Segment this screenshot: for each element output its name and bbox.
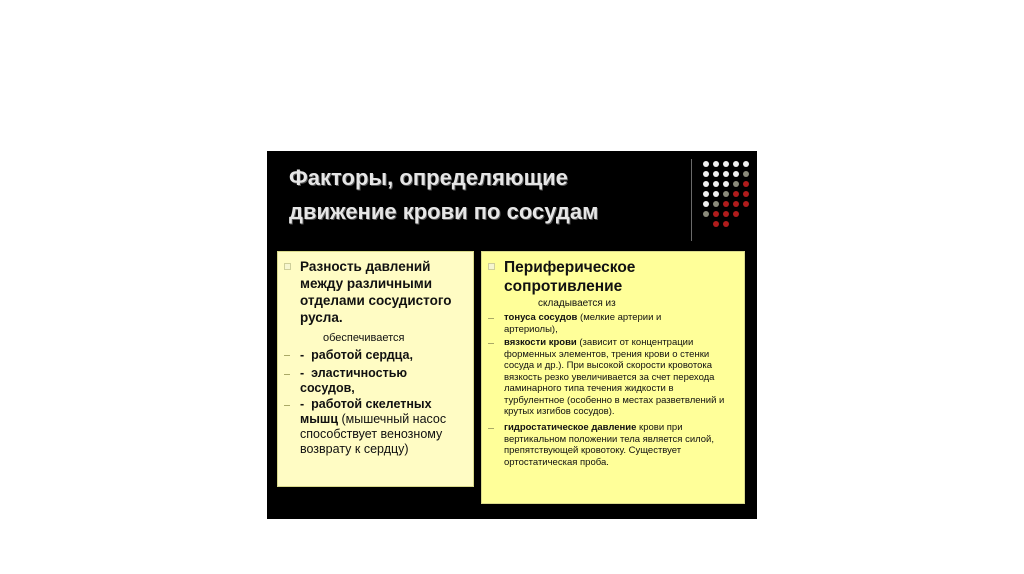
decorative-dot <box>733 191 739 197</box>
peripheral-resistance-heading: Периферическое сопротивление <box>504 259 636 295</box>
right-item-blood-viscosity <box>504 337 726 418</box>
decorative-dot <box>713 161 719 167</box>
item-rest-text: крови при вертикальном положении тела является силой, препятствующей кровотоку. Существует ортостатическая проба. <box>504 422 715 468</box>
slide <box>267 151 757 519</box>
decorative-dot <box>743 181 749 187</box>
item-bold-text: эластичностью сосудов, <box>300 366 408 395</box>
item-bold-text: тонуса сосудов <box>504 312 578 323</box>
decorative-dot <box>713 171 719 177</box>
decorative-dot <box>703 161 709 167</box>
left-item-skeletal-muscles <box>300 397 470 457</box>
left-item-elasticity <box>300 366 450 396</box>
decorative-dot <box>733 211 739 217</box>
decorative-dot <box>733 181 739 187</box>
decorative-dot <box>733 161 739 167</box>
bullet-icon <box>284 263 291 270</box>
item-bold-text: вязкости крови <box>504 337 577 348</box>
decorative-dot <box>713 201 719 207</box>
sub-bullet-icon <box>284 405 290 406</box>
decorative-dot <box>703 191 709 197</box>
slide-title-line-1: Факторы, определяющие <box>289 165 568 190</box>
decorative-dot <box>703 181 709 187</box>
sub-bullet-icon <box>284 374 290 375</box>
decorative-dot <box>733 171 739 177</box>
item-bold-text: гидростатическое давление <box>504 422 637 433</box>
decorative-dot <box>723 201 729 207</box>
pressure-difference-heading <box>300 258 472 326</box>
sub-bullet-icon <box>488 428 494 429</box>
decorative-dot <box>733 201 739 207</box>
decorative-dot <box>723 211 729 217</box>
decorative-dot <box>703 201 709 207</box>
decorative-dot <box>703 171 709 177</box>
item-rest-text: (мелкие артерии и артериолы), <box>504 312 662 335</box>
item-dash: - <box>300 397 305 411</box>
sub-bullet-icon <box>284 355 290 356</box>
item-bold-text: работой скелетных мышц <box>300 397 432 426</box>
item-dash: - <box>300 348 305 362</box>
decorative-dot-grid <box>703 161 759 241</box>
right-item-hydrostatic-pressure <box>504 422 722 468</box>
item-bold-text: работой сердца, <box>311 348 413 362</box>
decorative-dot <box>713 221 719 227</box>
decorative-dot <box>743 201 749 207</box>
decorative-dot <box>743 161 749 167</box>
consists-of-note: складывается из <box>538 298 616 309</box>
item-rest-text: (зависит от концентрации форменных элементов, трения крови о стенки сосуда и др.). При высокой скорости кровотока вязкость резко увеличивается за счет перехода ламинарного типа течения жидкости в турбулентное (особенно в местах разветвлений и крутых изгибов сосудов). <box>504 337 725 417</box>
slide-title <box>289 161 689 229</box>
decorative-dot <box>713 211 719 217</box>
sub-bullet-icon <box>488 343 494 344</box>
pressure-difference-panel <box>277 251 474 487</box>
right-item-vascular-tone <box>504 312 714 335</box>
decorative-dot <box>743 191 749 197</box>
peripheral-resistance-panel <box>481 251 745 504</box>
decorative-dot <box>723 191 729 197</box>
pressure-difference-heading-text: Разность давлений между различными отделами сосудистого русла <box>300 259 452 325</box>
decorative-dot <box>723 161 729 167</box>
provided-by-note: обеспечивается <box>323 332 405 344</box>
item-rest-text: (мышечный насос способствует венозному возврату к сердцу) <box>300 412 447 456</box>
slide-title-line-2: движение крови по сосудам <box>289 199 599 224</box>
decorative-dot <box>723 221 729 227</box>
left-item-heart <box>300 348 472 363</box>
bullet-icon <box>488 263 495 270</box>
decorative-dot <box>713 191 719 197</box>
decorative-dot <box>723 171 729 177</box>
heading-period: . <box>338 310 343 325</box>
item-dash: - <box>300 366 305 380</box>
decorative-dot <box>713 181 719 187</box>
decorative-dot <box>703 211 709 217</box>
decorative-dot <box>743 171 749 177</box>
title-divider <box>691 159 692 241</box>
decorative-dot <box>723 181 729 187</box>
sub-bullet-icon <box>488 318 494 319</box>
